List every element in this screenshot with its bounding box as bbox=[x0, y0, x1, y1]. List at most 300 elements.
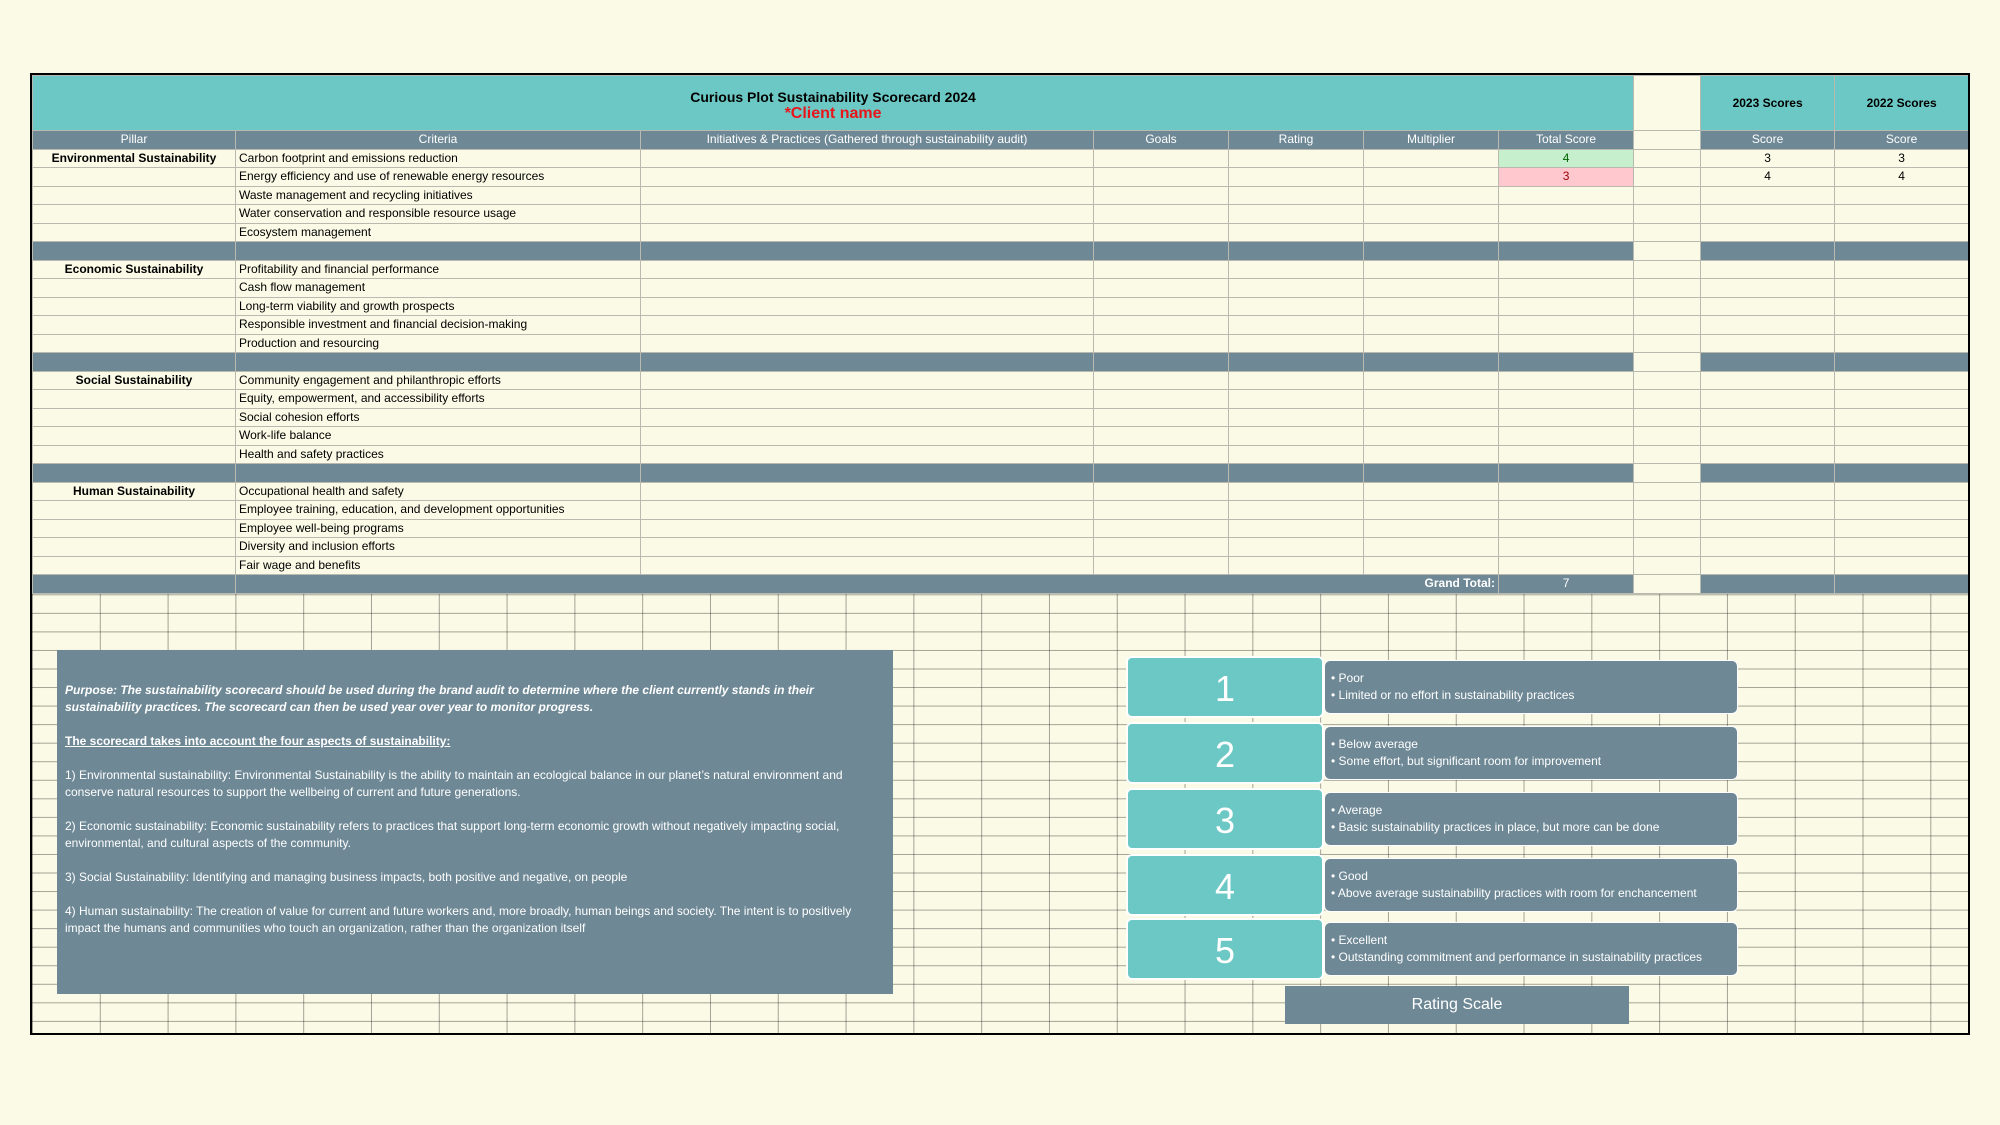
blank-cell[interactable] bbox=[1634, 149, 1701, 168]
criteria-cell[interactable]: Profitability and financial performance bbox=[236, 260, 641, 279]
score-2023-header[interactable]: Score bbox=[1701, 131, 1835, 150]
pillar-name[interactable]: Human Sustainability bbox=[33, 482, 236, 501]
goals-cell[interactable] bbox=[1094, 538, 1229, 557]
aspect-economic: 2) Economic sustainability: Economic sustainability refers to practices that support long-term economic growth without negatively impacting social, environmental, and cultural aspects of the community. bbox=[65, 819, 840, 850]
multiplier-cell[interactable] bbox=[1364, 205, 1499, 224]
rating-scale-title: Rating Scale bbox=[1285, 986, 1629, 1024]
blank-cell[interactable] bbox=[1634, 186, 1701, 205]
blank-cell[interactable] bbox=[1634, 445, 1701, 464]
multiplier-cell[interactable] bbox=[1364, 501, 1499, 520]
total-score-cell[interactable] bbox=[1499, 408, 1634, 427]
separator-cell[interactable] bbox=[236, 464, 641, 483]
rating-cell[interactable] bbox=[1229, 168, 1364, 187]
total-score-cell[interactable] bbox=[1499, 501, 1634, 520]
blank-cell[interactable] bbox=[1634, 575, 1701, 594]
score-2023-cell[interactable] bbox=[1701, 408, 1835, 427]
total-score-cell[interactable] bbox=[1499, 260, 1634, 279]
pillar-cell[interactable] bbox=[33, 223, 236, 242]
goals-cell[interactable] bbox=[1094, 149, 1229, 168]
rating-level-2-number: 2 bbox=[1126, 722, 1324, 784]
separator-cell[interactable] bbox=[1701, 575, 1835, 594]
rating-cell[interactable] bbox=[1229, 445, 1364, 464]
rating-cell[interactable] bbox=[1229, 260, 1364, 279]
initiatives-cell[interactable] bbox=[641, 482, 1094, 501]
rating-level-label: • Poor bbox=[1331, 671, 1364, 685]
pillar-separator-row bbox=[33, 575, 1969, 594]
multiplier-cell[interactable] bbox=[1364, 390, 1499, 409]
goals-cell[interactable] bbox=[1094, 519, 1229, 538]
total-score-cell[interactable] bbox=[1499, 427, 1634, 446]
total-score-cell[interactable] bbox=[1499, 205, 1634, 224]
separator-cell[interactable] bbox=[236, 353, 641, 372]
multiplier-cell[interactable] bbox=[1364, 519, 1499, 538]
blank-cell[interactable] bbox=[1634, 427, 1701, 446]
rating-cell[interactable] bbox=[1229, 223, 1364, 242]
rating-cell[interactable] bbox=[1229, 205, 1364, 224]
purpose-panel bbox=[57, 650, 893, 994]
blank-cell[interactable] bbox=[1634, 260, 1701, 279]
score-2022-cell[interactable] bbox=[1835, 556, 1969, 575]
total-score-cell[interactable] bbox=[1499, 538, 1634, 557]
score-2022-cell[interactable]: 3 bbox=[1835, 149, 1969, 168]
separator-cell[interactable] bbox=[1701, 353, 1835, 372]
pillar-cell[interactable] bbox=[33, 334, 236, 353]
table-row bbox=[33, 408, 1969, 427]
separator-cell[interactable] bbox=[1229, 242, 1364, 261]
initiatives-cell[interactable] bbox=[641, 223, 1094, 242]
multiplier-cell[interactable] bbox=[1364, 149, 1499, 168]
pillar-cell[interactable] bbox=[33, 501, 236, 520]
score-2023-cell[interactable] bbox=[1701, 223, 1835, 242]
year-2022-header[interactable]: 2022 Scores bbox=[1835, 76, 1969, 131]
score-2022-cell[interactable] bbox=[1835, 279, 1969, 298]
blank-cell[interactable] bbox=[1634, 390, 1701, 409]
score-2023-cell[interactable] bbox=[1701, 297, 1835, 316]
goals-cell[interactable] bbox=[1094, 186, 1229, 205]
goals-cell[interactable] bbox=[1094, 371, 1229, 390]
initiatives-cell[interactable] bbox=[641, 427, 1094, 446]
pillar-separator-row bbox=[33, 353, 1969, 372]
blank-cell[interactable] bbox=[1634, 556, 1701, 575]
separator-cell[interactable] bbox=[1229, 464, 1364, 483]
total-score-cell[interactable] bbox=[1499, 371, 1634, 390]
total-score-cell[interactable] bbox=[1499, 223, 1634, 242]
rating-level-detail: • Basic sustainability practices in place, but more can be done bbox=[1331, 820, 1660, 834]
blank-cell[interactable] bbox=[1634, 76, 1701, 131]
table-row bbox=[33, 482, 1969, 501]
separator-cell[interactable] bbox=[1094, 353, 1229, 372]
blank-cell[interactable] bbox=[1634, 297, 1701, 316]
criteria-cell[interactable]: Ecosystem management bbox=[236, 223, 641, 242]
blank-cell[interactable] bbox=[1634, 538, 1701, 557]
rating-cell[interactable] bbox=[1229, 316, 1364, 335]
score-2023-cell[interactable] bbox=[1701, 260, 1835, 279]
score-2023-cell[interactable]: 3 bbox=[1701, 149, 1835, 168]
score-2023-cell[interactable] bbox=[1701, 445, 1835, 464]
criteria-cell[interactable]: Work-life balance bbox=[236, 427, 641, 446]
initiatives-cell[interactable] bbox=[641, 519, 1094, 538]
pillar-cell[interactable] bbox=[33, 427, 236, 446]
pillar-cell[interactable] bbox=[33, 519, 236, 538]
rating-level-detail: • Limited or no effort in sustainability practices bbox=[1331, 688, 1575, 702]
rating-level-3-number: 3 bbox=[1126, 788, 1324, 850]
score-2022-cell[interactable] bbox=[1835, 297, 1969, 316]
separator-cell[interactable] bbox=[1701, 464, 1835, 483]
separator-cell[interactable] bbox=[1701, 242, 1835, 261]
score-2022-header[interactable]: Score bbox=[1835, 131, 1969, 150]
pillar-separator-row bbox=[33, 242, 1969, 261]
score-2022-cell[interactable] bbox=[1835, 223, 1969, 242]
separator-cell[interactable] bbox=[1634, 464, 1701, 483]
separator-cell[interactable] bbox=[1229, 353, 1364, 372]
criteria-cell[interactable]: Diversity and inclusion efforts bbox=[236, 538, 641, 557]
aspect-human: 4) Human sustainability: The creation of value for current and future workers and, more broadly, human beings and society. The intent is to positively impact the humans and communities who touch an organization, rather than the organization itself bbox=[65, 904, 852, 935]
score-2023-cell[interactable]: 4 bbox=[1701, 168, 1835, 187]
score-2023-cell[interactable] bbox=[1701, 519, 1835, 538]
table-row bbox=[33, 556, 1969, 575]
table-row bbox=[33, 297, 1969, 316]
rating-cell[interactable] bbox=[1229, 501, 1364, 520]
multiplier-cell[interactable] bbox=[1364, 186, 1499, 205]
rating-level-label: • Below average bbox=[1331, 737, 1418, 751]
rating-cell[interactable] bbox=[1229, 371, 1364, 390]
multiplier-cell[interactable] bbox=[1364, 556, 1499, 575]
initiatives-cell[interactable] bbox=[641, 279, 1094, 298]
initiatives-cell[interactable] bbox=[641, 390, 1094, 409]
year-2023-header[interactable]: 2023 Scores bbox=[1701, 76, 1835, 131]
score-2023-cell[interactable] bbox=[1701, 390, 1835, 409]
separator-cell[interactable] bbox=[1835, 464, 1969, 483]
goals-cell[interactable] bbox=[1094, 501, 1229, 520]
multiplier-cell[interactable] bbox=[1364, 334, 1499, 353]
initiatives-cell[interactable] bbox=[641, 205, 1094, 224]
pillar-cell[interactable] bbox=[33, 408, 236, 427]
goals-cell[interactable] bbox=[1094, 297, 1229, 316]
multiplier-cell[interactable] bbox=[1364, 371, 1499, 390]
criteria-cell[interactable]: Responsible investment and financial decision-making bbox=[236, 316, 641, 335]
goals-cell[interactable] bbox=[1094, 168, 1229, 187]
separator-cell[interactable] bbox=[1499, 353, 1634, 372]
score-2022-cell[interactable] bbox=[1835, 205, 1969, 224]
client-name: *Client name bbox=[784, 105, 882, 122]
total-score-cell[interactable] bbox=[1499, 390, 1634, 409]
goals-cell[interactable] bbox=[1094, 482, 1229, 501]
table-row bbox=[33, 519, 1969, 538]
multiplier-cell[interactable] bbox=[1364, 482, 1499, 501]
goals-cell[interactable] bbox=[1094, 445, 1229, 464]
aspect-social: 3) Social Sustainability: Identifying and managing business impacts, both positive and negative, on people bbox=[65, 870, 628, 884]
initiatives-cell[interactable] bbox=[641, 445, 1094, 464]
multiplier-cell[interactable] bbox=[1364, 427, 1499, 446]
total-score-cell[interactable] bbox=[1499, 334, 1634, 353]
criteria-cell[interactable]: Employee training, education, and development opportunities bbox=[236, 501, 641, 520]
score-2022-cell[interactable] bbox=[1835, 538, 1969, 557]
separator-cell[interactable] bbox=[641, 242, 1094, 261]
rating-cell[interactable] bbox=[1229, 297, 1364, 316]
score-2022-cell[interactable] bbox=[1835, 390, 1969, 409]
multiplier-cell[interactable] bbox=[1364, 297, 1499, 316]
separator-cell[interactable] bbox=[1634, 242, 1701, 261]
table-row bbox=[33, 538, 1969, 557]
criteria-cell[interactable]: Waste management and recycling initiatives bbox=[236, 186, 641, 205]
blank-cell[interactable] bbox=[1634, 223, 1701, 242]
rating-cell[interactable] bbox=[1229, 149, 1364, 168]
separator-cell[interactable] bbox=[33, 464, 236, 483]
table-row bbox=[33, 427, 1969, 446]
score-2022-cell[interactable] bbox=[1835, 445, 1969, 464]
table-row bbox=[33, 316, 1969, 335]
column-header-row bbox=[33, 131, 1969, 150]
initiatives-cell[interactable] bbox=[641, 260, 1094, 279]
scorecard-title: Curious Plot Sustainability Scorecard 2024 bbox=[690, 89, 976, 105]
table-row bbox=[33, 205, 1969, 224]
separator-cell[interactable] bbox=[33, 242, 236, 261]
separator-cell[interactable] bbox=[1835, 353, 1969, 372]
score-2022-cell[interactable]: 4 bbox=[1835, 168, 1969, 187]
rating-cell[interactable] bbox=[1229, 519, 1364, 538]
initiatives-cell[interactable] bbox=[641, 538, 1094, 557]
separator-cell[interactable] bbox=[1364, 464, 1499, 483]
score-2023-cell[interactable] bbox=[1701, 186, 1835, 205]
criteria-cell[interactable]: Production and resourcing bbox=[236, 334, 641, 353]
blank-cell[interactable] bbox=[1634, 334, 1701, 353]
table-row bbox=[33, 371, 1969, 390]
pillar-cell[interactable] bbox=[33, 556, 236, 575]
total-score-cell[interactable] bbox=[1499, 445, 1634, 464]
rating-cell[interactable] bbox=[1229, 334, 1364, 353]
rating-cell[interactable] bbox=[1229, 556, 1364, 575]
aspect-environmental: 1) Environmental sustainability: Environmental Sustainability is the ability to maintain an ecological balance in our planet’s natural environment and conserve natural resources to support the wellbeing of current and future generations. bbox=[65, 768, 843, 799]
criteria-cell[interactable]: Employee well-being programs bbox=[236, 519, 641, 538]
blank-cell[interactable] bbox=[1634, 371, 1701, 390]
goals-cell[interactable] bbox=[1094, 205, 1229, 224]
score-2022-cell[interactable] bbox=[1835, 371, 1969, 390]
separator-cell[interactable] bbox=[641, 353, 1094, 372]
score-2023-cell[interactable] bbox=[1701, 538, 1835, 557]
goals-cell[interactable] bbox=[1094, 427, 1229, 446]
initiatives-cell[interactable] bbox=[641, 371, 1094, 390]
score-2023-cell[interactable] bbox=[1701, 482, 1835, 501]
criteria-cell[interactable]: Equity, empowerment, and accessibility efforts bbox=[236, 390, 641, 409]
total-score-cell[interactable]: 4 bbox=[1499, 149, 1634, 168]
grand-total-value[interactable]: 7 bbox=[1499, 575, 1634, 594]
multiplier-cell[interactable] bbox=[1364, 316, 1499, 335]
blank-cell[interactable] bbox=[1634, 482, 1701, 501]
score-2022-cell[interactable] bbox=[1835, 519, 1969, 538]
multiplier-cell[interactable] bbox=[1364, 445, 1499, 464]
rating-level-3-description bbox=[1324, 792, 1738, 846]
score-2022-cell[interactable] bbox=[1835, 334, 1969, 353]
blank-cell[interactable] bbox=[1634, 519, 1701, 538]
table-row bbox=[33, 223, 1969, 242]
rating-level-4-number: 4 bbox=[1126, 854, 1324, 916]
pillar-cell[interactable] bbox=[33, 279, 236, 298]
pillar-cell[interactable] bbox=[33, 445, 236, 464]
criteria-cell[interactable]: Energy efficiency and use of renewable energy resources bbox=[236, 168, 641, 187]
pillar-cell[interactable] bbox=[33, 186, 236, 205]
table-row bbox=[33, 186, 1969, 205]
criteria-cell[interactable]: Social cohesion efforts bbox=[236, 408, 641, 427]
pillar-name[interactable]: Environmental Sustainability bbox=[33, 149, 236, 168]
total-score-cell[interactable] bbox=[1499, 556, 1634, 575]
separator-cell[interactable] bbox=[1094, 464, 1229, 483]
multiplier-cell[interactable] bbox=[1364, 168, 1499, 187]
separator-cell[interactable] bbox=[1835, 575, 1969, 594]
separator-cell[interactable] bbox=[641, 464, 1094, 483]
total-score-cell[interactable]: 3 bbox=[1499, 168, 1634, 187]
rating-level-detail: • Outstanding commitment and performance in sustainability practices bbox=[1331, 950, 1703, 964]
goals-cell[interactable] bbox=[1094, 279, 1229, 298]
pillar-cell[interactable] bbox=[33, 297, 236, 316]
rating-cell[interactable] bbox=[1229, 279, 1364, 298]
grand-total-blank[interactable] bbox=[33, 575, 236, 594]
multiplier-cell[interactable] bbox=[1364, 279, 1499, 298]
table-row bbox=[33, 260, 1969, 279]
total-score-cell[interactable] bbox=[1499, 482, 1634, 501]
pillar-cell[interactable] bbox=[33, 205, 236, 224]
table-row bbox=[33, 168, 1969, 187]
separator-cell[interactable] bbox=[1094, 242, 1229, 261]
rating-level-1-description bbox=[1324, 660, 1738, 714]
blank-cell[interactable] bbox=[1634, 501, 1701, 520]
total-score-header[interactable]: Total Score bbox=[1499, 131, 1634, 150]
separator-cell[interactable] bbox=[1835, 242, 1969, 261]
initiatives-cell[interactable] bbox=[641, 168, 1094, 187]
pillar-name[interactable]: Economic Sustainability bbox=[33, 260, 236, 279]
criteria-cell[interactable]: Carbon footprint and emissions reduction bbox=[236, 149, 641, 168]
blank-cell[interactable] bbox=[1634, 131, 1701, 150]
pillar-cell[interactable] bbox=[33, 316, 236, 335]
rating-level-label: • Average bbox=[1331, 803, 1383, 817]
table-row bbox=[33, 279, 1969, 298]
initiatives-cell[interactable] bbox=[641, 556, 1094, 575]
rating-cell[interactable] bbox=[1229, 427, 1364, 446]
rating-cell[interactable] bbox=[1229, 482, 1364, 501]
separator-cell[interactable] bbox=[236, 242, 641, 261]
rating-header[interactable]: Rating bbox=[1229, 131, 1364, 150]
score-2022-cell[interactable] bbox=[1835, 501, 1969, 520]
criteria-cell[interactable]: Community engagement and philanthropic efforts bbox=[236, 371, 641, 390]
rating-level-5-number: 5 bbox=[1126, 918, 1324, 980]
total-score-cell[interactable] bbox=[1499, 186, 1634, 205]
score-2022-cell[interactable] bbox=[1835, 260, 1969, 279]
goals-cell[interactable] bbox=[1094, 334, 1229, 353]
separator-cell[interactable] bbox=[1499, 242, 1634, 261]
rating-level-5-description bbox=[1324, 922, 1738, 976]
grand-total-label[interactable]: Grand Total: bbox=[236, 575, 1499, 594]
rating-level-detail: • Above average sustainability practices with room for enchancement bbox=[1331, 886, 1697, 900]
criteria-cell[interactable]: Fair wage and benefits bbox=[236, 556, 641, 575]
score-2022-cell[interactable] bbox=[1835, 186, 1969, 205]
total-score-cell[interactable] bbox=[1499, 279, 1634, 298]
goals-cell[interactable] bbox=[1094, 316, 1229, 335]
multiplier-cell[interactable] bbox=[1364, 260, 1499, 279]
goals-cell[interactable] bbox=[1094, 223, 1229, 242]
initiatives-header[interactable]: Initiatives & Practices (Gathered through sustainability audit) bbox=[641, 131, 1094, 150]
initiatives-cell[interactable] bbox=[641, 149, 1094, 168]
total-score-cell[interactable] bbox=[1499, 316, 1634, 335]
blank-cell[interactable] bbox=[1634, 279, 1701, 298]
goals-cell[interactable] bbox=[1094, 408, 1229, 427]
score-2023-cell[interactable] bbox=[1701, 334, 1835, 353]
pillar-cell[interactable] bbox=[33, 538, 236, 557]
initiatives-cell[interactable] bbox=[641, 297, 1094, 316]
blank-cell[interactable] bbox=[1634, 168, 1701, 187]
rating-cell[interactable] bbox=[1229, 408, 1364, 427]
rating-level-1-number: 1 bbox=[1126, 656, 1324, 718]
initiatives-cell[interactable] bbox=[641, 501, 1094, 520]
separator-cell[interactable] bbox=[33, 353, 236, 372]
separator-cell[interactable] bbox=[1634, 353, 1701, 372]
criteria-cell[interactable]: Cash flow management bbox=[236, 279, 641, 298]
goals-header[interactable]: Goals bbox=[1094, 131, 1229, 150]
rating-cell[interactable] bbox=[1229, 538, 1364, 557]
goals-cell[interactable] bbox=[1094, 556, 1229, 575]
pillar-cell[interactable] bbox=[33, 390, 236, 409]
pillar-name[interactable]: Social Sustainability bbox=[33, 371, 236, 390]
initiatives-cell[interactable] bbox=[641, 186, 1094, 205]
title-cell[interactable] bbox=[33, 76, 1634, 131]
multiplier-cell[interactable] bbox=[1364, 223, 1499, 242]
multiplier-header[interactable]: Multiplier bbox=[1364, 131, 1499, 150]
rating-level-label: • Excellent bbox=[1331, 933, 1388, 947]
pillar-cell[interactable] bbox=[33, 168, 236, 187]
scorecard-table bbox=[32, 75, 1969, 594]
score-2022-cell[interactable] bbox=[1835, 316, 1969, 335]
initiatives-cell[interactable] bbox=[641, 408, 1094, 427]
pillar-separator-row bbox=[33, 464, 1969, 483]
multiplier-cell[interactable] bbox=[1364, 538, 1499, 557]
initiatives-cell[interactable] bbox=[641, 316, 1094, 335]
score-2022-cell[interactable] bbox=[1835, 408, 1969, 427]
blank-cell[interactable] bbox=[1634, 408, 1701, 427]
table-row bbox=[33, 334, 1969, 353]
score-2023-cell[interactable] bbox=[1701, 371, 1835, 390]
score-2023-cell[interactable] bbox=[1701, 501, 1835, 520]
pillar-header[interactable]: Pillar bbox=[33, 131, 236, 150]
aspects-heading: The scorecard takes into account the four aspects of sustainability: bbox=[65, 734, 451, 748]
separator-cell[interactable] bbox=[1364, 353, 1499, 372]
total-score-cell[interactable] bbox=[1499, 519, 1634, 538]
goals-cell[interactable] bbox=[1094, 390, 1229, 409]
rating-level-label: • Good bbox=[1331, 869, 1368, 883]
criteria-cell[interactable]: Long-term viability and growth prospects bbox=[236, 297, 641, 316]
goals-cell[interactable] bbox=[1094, 260, 1229, 279]
score-2023-cell[interactable] bbox=[1701, 556, 1835, 575]
blank-cell[interactable] bbox=[1634, 316, 1701, 335]
score-2022-cell[interactable] bbox=[1835, 427, 1969, 446]
criteria-cell[interactable]: Health and safety practices bbox=[236, 445, 641, 464]
purpose-text: Purpose: The sustainability scorecard should be used during the brand audit to determine where the client currently stands in their sustainability practices. The scorecard can then be used year over year to monitor progress. bbox=[65, 683, 814, 714]
criteria-cell[interactable]: Water conservation and responsible resource usage bbox=[236, 205, 641, 224]
score-2022-cell[interactable] bbox=[1835, 482, 1969, 501]
rating-level-4-description bbox=[1324, 858, 1738, 912]
criteria-cell[interactable]: Occupational health and safety bbox=[236, 482, 641, 501]
separator-cell[interactable] bbox=[1499, 464, 1634, 483]
rating-cell[interactable] bbox=[1229, 186, 1364, 205]
separator-cell[interactable] bbox=[1364, 242, 1499, 261]
score-2023-cell[interactable] bbox=[1701, 316, 1835, 335]
rating-cell[interactable] bbox=[1229, 390, 1364, 409]
initiatives-cell[interactable] bbox=[641, 334, 1094, 353]
score-2023-cell[interactable] bbox=[1701, 279, 1835, 298]
score-2023-cell[interactable] bbox=[1701, 205, 1835, 224]
blank-cell[interactable] bbox=[1634, 205, 1701, 224]
multiplier-cell[interactable] bbox=[1364, 408, 1499, 427]
total-score-cell[interactable] bbox=[1499, 297, 1634, 316]
score-2023-cell[interactable] bbox=[1701, 427, 1835, 446]
criteria-header[interactable]: Criteria bbox=[236, 131, 641, 150]
